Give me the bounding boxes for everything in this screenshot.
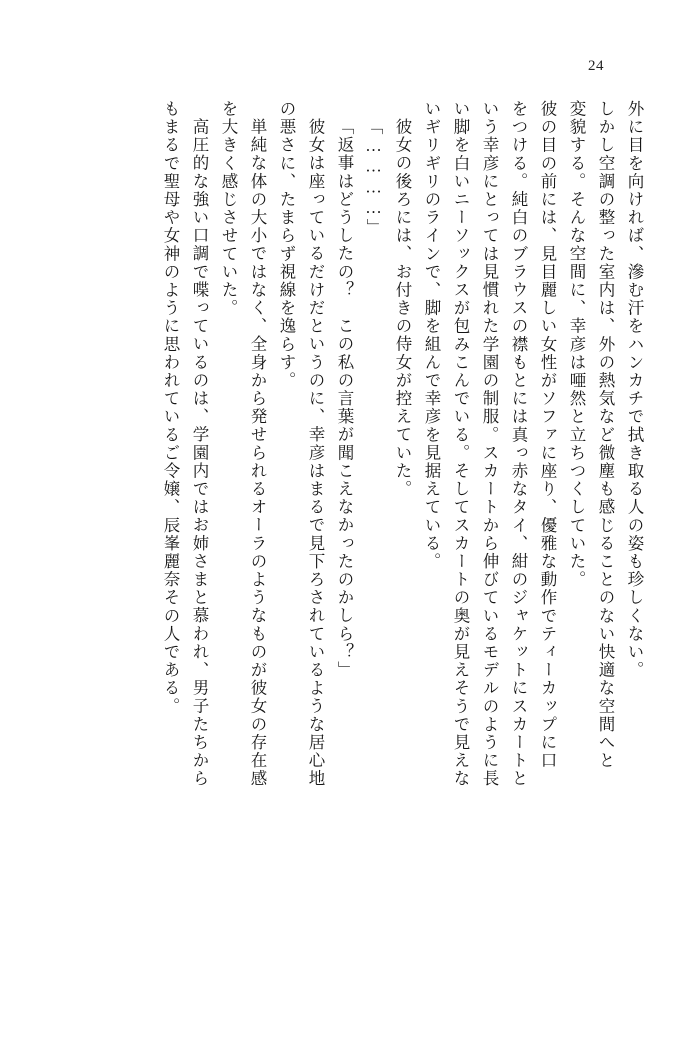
text-line: 彼女の後ろには、お付きの侍女が控えていた。 [393,118,412,499]
text-line: もまるで聖母や女神のように思われているご令嬢、辰峯麗奈その人である。 [161,100,180,716]
text-line: いう幸彦にとっては見慣れた学園の制服。スカートから伸びているモデルのように長 [480,100,499,788]
text-line: しかし空調の整った室内は、外の熱気など微塵も感じることのない快適な空間へと [596,100,615,770]
text-line: の悪さに、たまらず視線を逸らす。 [277,100,296,390]
text-line: 変貌する。そんな空間に、幸彦は唖然と立ちつくしていた。 [567,100,586,589]
text-line: い脚を白いニーソックスが包みこんでいる。そしてスカートの奥が見えそうで見えな [451,100,470,788]
page-number: 24 [588,58,604,74]
vertical-text-block [58,100,642,1000]
text-line: を大きく感じさせていた。 [219,100,238,318]
text-line: いギリギリのラインで、脚を組んで幸彦を見据えている。 [422,100,441,571]
text-line: 単純な体の大小ではなく、全身から発せられるオーラのようなものが彼女の存在感 [248,118,267,788]
text-line: 「…………」 [364,118,383,237]
text-line: 彼女は座っているだけだというのに、幸彦はまるで見下ろされているような居心地 [306,118,325,788]
text-line: 「返事はどうしたの？ この私の言葉が聞こえなかったのかしら？」 [335,118,354,680]
text-line: をつける。純白のブラウスの襟もとには真っ赤なタイ、紺のジャケットにスカートと [509,100,528,788]
text-line: 外に目を向ければ、滲む汗をハンカチで拭き取る人の姿も珍しくない。 [625,100,644,680]
text-line: 高圧的な強い口調で喋っているのは、学園内ではお姉さまと慕われ、男子たちから [190,118,209,788]
text-line: 彼の目の前には、見目麗しい女性がソファに座り、優雅な動作でティーカップに口 [538,100,557,770]
